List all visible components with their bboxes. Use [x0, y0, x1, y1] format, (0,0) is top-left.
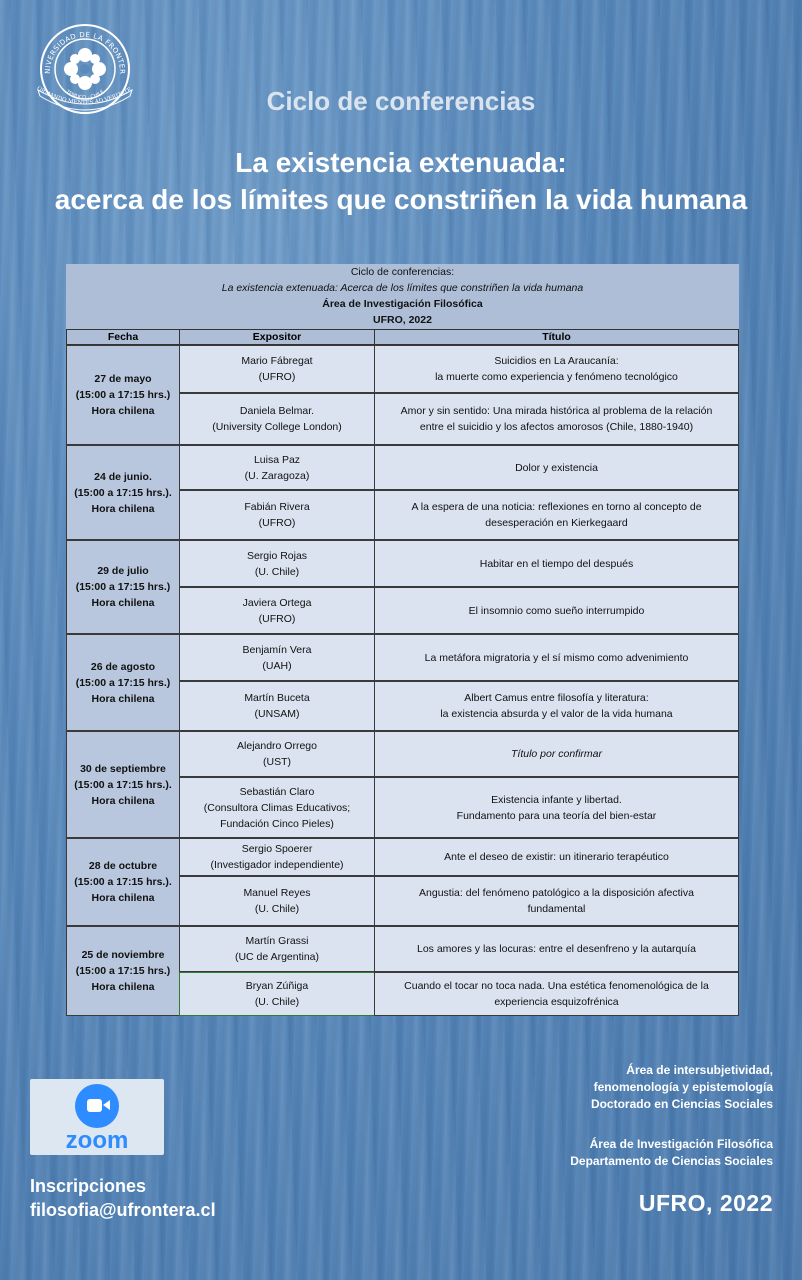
cell-line: (U. Zaragoza): [244, 469, 310, 482]
cell-line: Hora chilena: [91, 892, 155, 904]
cell-line: (15:00 a 17:15 hrs.).: [74, 778, 172, 791]
cell-line: Ante el deseo de existir: un itinerario terapéutico: [444, 851, 669, 863]
cell-line: 27 de mayo: [94, 373, 152, 385]
cell-line: (UAH): [262, 659, 292, 672]
cell-line: entre el suicidio y los afectos amorosos (Chile, 1880-1940): [419, 421, 694, 433]
registration-email[interactable]: filosofia@ufrontera.cl: [30, 1200, 216, 1220]
cell-line: Alejandro Orrego: [237, 740, 317, 752]
cell-line: Hora chilena: [91, 794, 155, 807]
speaker-cell: [179, 876, 375, 926]
cell-line: Mario Fábregat: [241, 355, 313, 367]
cell-line: Hora chilena: [91, 981, 155, 993]
schedule-table: [66, 264, 739, 1016]
talk-title-cell: [374, 393, 739, 445]
cell-line: Hora chilena: [91, 405, 155, 417]
cell-line: la muerte como experiencia y fenómeno tecnológico: [435, 371, 678, 383]
column-header-titulo: Título: [374, 329, 739, 345]
table-header-line: La existencia extenuada: Acerca de los límites que constriñen la vida humana: [221, 282, 584, 294]
cell-line: (UFRO): [258, 612, 296, 625]
cell-line: (15:00 a 17:15 hrs.): [75, 676, 171, 689]
date-cell: [66, 731, 180, 838]
speaker-cell: [179, 587, 375, 634]
talk-title-cell: [374, 731, 739, 777]
cell-line: (15:00 a 17:15 hrs.).: [74, 876, 172, 888]
cell-line: (U. Chile): [254, 996, 300, 1008]
talk-title-cell: [374, 345, 739, 393]
date-cell: [66, 926, 180, 1016]
cell-line: Benjamín Vera: [242, 643, 312, 656]
date-cell: [66, 345, 180, 445]
cell-line: 26 de agosto: [90, 660, 156, 673]
cell-line: (U. Chile): [254, 565, 300, 578]
svg-text:UNIVERSIDAD DE LA FRONTERA: [30, 14, 126, 74]
talk-title-cell: [374, 445, 739, 490]
cell-line: Existencia infante y libertad.: [491, 793, 622, 806]
cell-line: (Investigador independiente): [210, 859, 344, 871]
table-header-line: UFRO, 2022: [373, 314, 432, 326]
cell-line: (UNSAM): [254, 708, 300, 720]
cell-line: A la espera de una noticia: reflexiones en torno al concepto de: [411, 501, 702, 513]
cell-line: Amor y sin sentido: Una mirada histórica al problema de la relación: [400, 405, 713, 417]
cell-line: El insomnio como sueño interrumpido: [468, 604, 645, 617]
speaker-cell: [179, 731, 375, 777]
page-title: [0, 144, 802, 218]
cell-line: Angustia: del fenómeno patológico a la disposición afectiva: [419, 887, 694, 899]
title-line-1: La existencia extenuada:: [235, 147, 567, 178]
cell-line: Suicidios en La Araucanía:: [494, 355, 619, 367]
cell-line: Habitar en el tiempo del después: [479, 557, 634, 570]
footer-line: Doctorado en Ciencias Sociales: [590, 1097, 773, 1111]
registration-label: Inscripciones: [30, 1176, 147, 1196]
table-header-line: Ciclo de conferencias:: [350, 266, 455, 278]
cell-line: Javiera Ortega: [242, 596, 312, 609]
cell-line: Hora chilena: [91, 597, 155, 609]
cell-line: 25 de noviembre: [81, 949, 165, 961]
cell-line: (Consultora Climas Educativos;: [203, 801, 351, 814]
cell-line: Sergio Spoerer: [241, 843, 313, 855]
cell-line: Fundamento para una teoría del bien-estar: [456, 809, 657, 822]
cell-line: desesperación en Kierkegaard: [485, 517, 628, 529]
table-header: [66, 264, 739, 329]
cell-line: (U. Chile): [254, 903, 300, 915]
footer-line: fenomenología y epistemología: [593, 1080, 773, 1094]
talk-title-cell: [374, 972, 739, 1016]
footer-ufro: UFRO, 2022: [638, 1190, 773, 1216]
zoom-logo: [30, 1079, 164, 1155]
talk-title-cell: [374, 540, 739, 587]
cell-line: experiencia esquizofrénica: [494, 996, 619, 1008]
column-header-expositor: Expositor: [179, 329, 375, 345]
cell-line: Bryan Zúñiga: [245, 980, 309, 992]
speaker-cell: [179, 926, 375, 972]
cell-line: (UFRO): [258, 371, 296, 383]
date-cell: [66, 445, 180, 540]
logo-ring-top: NIVERSIDAD DE LA FRONTER: [43, 30, 127, 75]
logo-ring-bottom: TEMUCO · CHILE: [64, 89, 106, 101]
speaker-cell: [179, 681, 375, 731]
talk-title-cell: [374, 490, 739, 540]
cell-line: Sebastián Claro: [239, 785, 315, 798]
cell-line: la existencia absurda y el valor de la vida humana: [440, 708, 673, 720]
cell-line: Hora chilena: [91, 502, 155, 515]
speaker-cell: [179, 972, 375, 1016]
cell-line: Fundación Cinco Pieles): [220, 817, 334, 830]
cell-line: Sergio Rojas: [246, 549, 308, 562]
talk-title-cell: [374, 876, 739, 926]
date-cell: [66, 838, 180, 926]
zoom-wordmark: zoom: [65, 1127, 129, 1154]
cell-line: (15:00 a 17:15 hrs.).: [74, 486, 172, 499]
cell-line: (15:00 a 17:15 hrs.): [75, 581, 171, 593]
cell-line: Cuando el tocar no toca nada. Una estética fenomenológica de la: [404, 980, 709, 992]
talk-title-cell: [374, 926, 739, 972]
cell-line: Albert Camus entre filosofía y literatura:: [464, 692, 649, 704]
speaker-cell: [179, 838, 375, 876]
speaker-cell: [179, 634, 375, 681]
cell-line: fundamental: [527, 903, 586, 915]
table-header-line: Área de Investigación Filosófica: [322, 298, 483, 310]
cell-line: Hora chilena: [91, 692, 155, 705]
cell-line: Fabián Rivera: [244, 501, 310, 513]
speaker-cell: [179, 540, 375, 587]
area-investigacion: [570, 1136, 773, 1170]
cell-line: (UST): [263, 756, 291, 768]
registration-info: [30, 1174, 216, 1222]
cell-line: Martín Buceta: [244, 692, 310, 704]
talk-title-cell: [374, 777, 739, 838]
cell-line: Dolor y existencia: [515, 461, 598, 474]
talk-title-cell: [374, 634, 739, 681]
cell-line: 29 de julio: [97, 565, 149, 577]
cell-line: Daniela Belmar.: [239, 405, 315, 417]
title-line-2: acerca de los límites que constriñen la vida humana: [54, 184, 748, 215]
cell-line: (15:00 a 17:15 hrs.): [75, 389, 171, 401]
cell-line: Manuel Reyes: [243, 887, 311, 899]
footer-line: Departamento de Ciencias Sociales: [570, 1154, 773, 1168]
talk-title-cell: [374, 681, 739, 731]
cell-line: (UC de Argentina): [234, 951, 320, 963]
column-header-fecha: Fecha: [66, 329, 180, 345]
speaker-cell: [179, 490, 375, 540]
talk-title-cell: [374, 587, 739, 634]
cell-line: Los amores y las locuras: entre el desenfreno y la autarquía: [417, 943, 696, 955]
cell-line: 24 de junio.: [94, 470, 152, 483]
speaker-cell: [179, 393, 375, 445]
speaker-cell: [179, 445, 375, 490]
footer-line: Área de intersubjetividad,: [626, 1063, 773, 1077]
cell-line: 28 de octubre: [88, 860, 158, 872]
footer-line: Área de Investigación Filosófica: [589, 1137, 773, 1151]
cell-line: Luisa Paz: [253, 453, 301, 466]
cell-line: (15:00 a 17:15 hrs.): [75, 965, 171, 977]
logo-motto: ORMANDO MENTES AD VERITATE: [35, 85, 133, 107]
subtitle: Ciclo de conferencias: [266, 86, 536, 116]
date-cell: [66, 540, 180, 634]
cell-line: Martín Grassi: [245, 935, 309, 947]
speaker-cell: [179, 777, 375, 838]
cell-line: La metáfora migratoria y el sí mismo como advenimiento: [424, 651, 689, 664]
cell-line: (University College London): [212, 421, 342, 433]
cell-line: (UFRO): [258, 517, 296, 529]
speaker-cell: [179, 345, 375, 393]
cell-line: Título por confirmar: [510, 748, 603, 760]
talk-title-cell: [374, 838, 739, 876]
cell-line: 30 de septiembre: [80, 762, 166, 775]
date-cell: [66, 634, 180, 731]
area-intersubjetividad: [591, 1062, 773, 1113]
